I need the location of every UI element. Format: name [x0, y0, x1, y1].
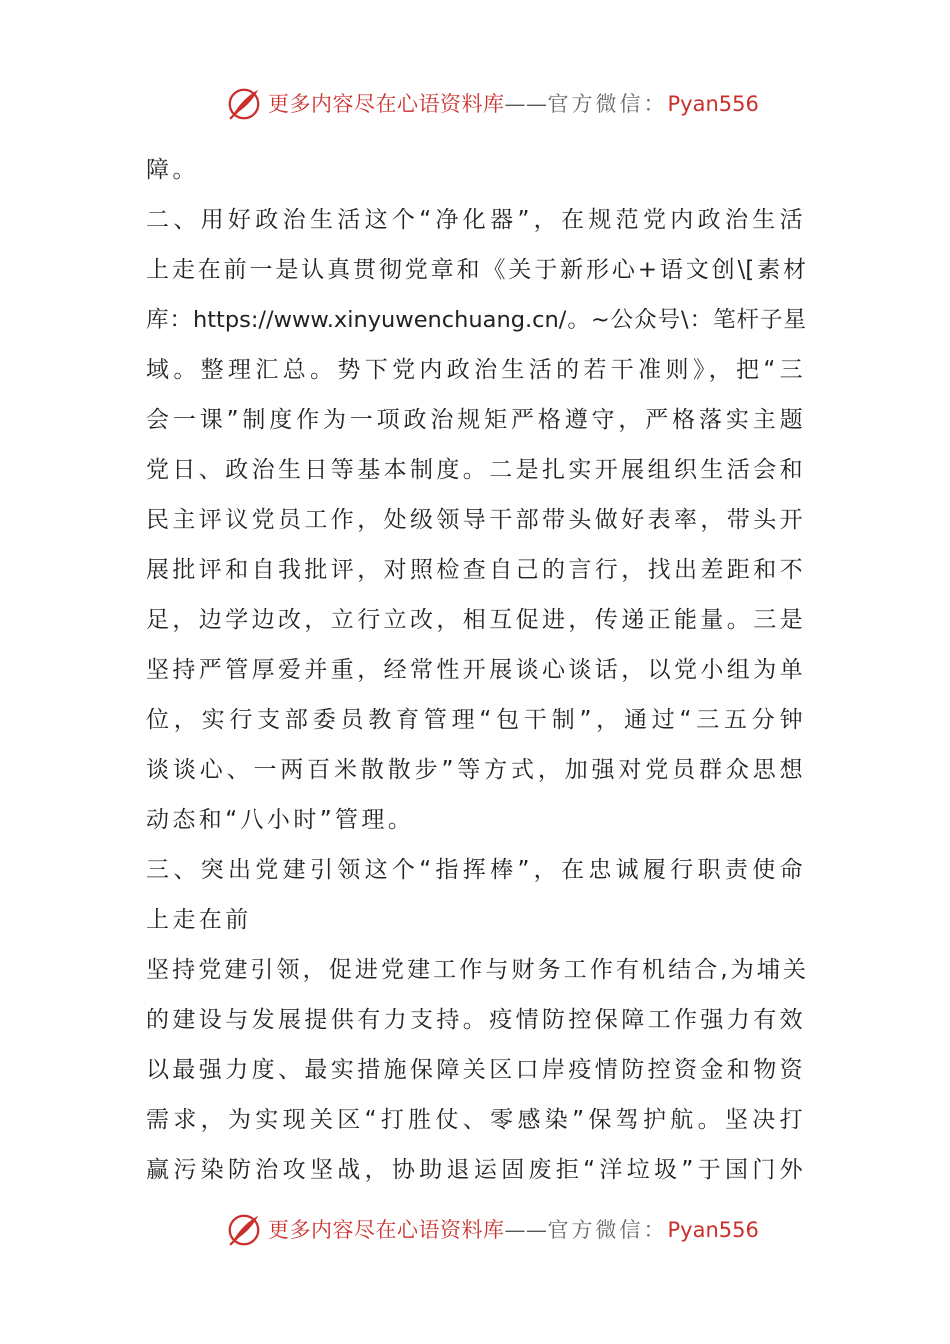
- text-line: 上走在前一是认真贯彻党章和《关于新形心+语文创\[素材: [146, 257, 806, 283]
- text-line: 三、突出党建引领这个“指挥棒”，在忠诚履行职责使命: [146, 857, 806, 883]
- watermark-text: [268, 89, 759, 119]
- text-line: 党日、政治生日等基本制度。二是扎实开展组织生活会和: [146, 457, 806, 483]
- watermark-dash: ——: [504, 1218, 548, 1242]
- text-line: 坚持党建引领，促进党建工作与财务工作有机结合,为埔关: [146, 957, 806, 983]
- watermark-text: [268, 1215, 759, 1245]
- text-line: 赢污染防治攻坚战，协助退运固废拒“洋垃圾”于国门外: [146, 1157, 806, 1183]
- watermark-header: [0, 82, 950, 126]
- text-line: 库：https://www.xinyuwenchuang.cn/。~公众号\：笔杆子星: [146, 307, 806, 333]
- watermark-dash: ——: [504, 92, 548, 116]
- text-line: 上走在前: [146, 907, 252, 933]
- text-line: 以最强力度、最实措施保障关区口岸疫情防控资金和物资: [146, 1057, 806, 1083]
- text-line: 障。: [146, 157, 199, 183]
- text-line: 坚持严管厚爱并重，经常性开展谈心谈话，以党小组为单: [146, 657, 806, 683]
- text-line: 动态和“八小时”管理。: [146, 807, 415, 833]
- text-line: 需求，为实现关区“打胜仗、零感染”保驾护航。坚决打: [146, 1107, 806, 1133]
- watermark-wechat-id: Pyan556: [667, 1218, 759, 1242]
- text-line: 展批评和自我批评，对照检查自己的言行，找出差距和不: [146, 557, 806, 583]
- quill-logo-icon: [225, 1211, 263, 1249]
- watermark-wechat-label: 官方微信：: [547, 92, 668, 116]
- watermark-footer: [0, 1208, 950, 1252]
- watermark-wechat-label: 官方微信：: [547, 1218, 668, 1242]
- text-line: 二、用好政治生活这个“净化器”，在规范党内政治生活: [146, 207, 806, 233]
- document-body: [146, 150, 806, 1200]
- watermark-wechat-id: Pyan556: [667, 92, 759, 116]
- quill-logo-icon: [225, 85, 263, 123]
- watermark-site: 更多内容尽在心语资料库: [268, 1218, 505, 1242]
- text-line: 足，边学边改，立行立改，相互促进，传递正能量。三是: [146, 607, 806, 633]
- text-line: 民主评议党员工作，处级领导干部带头做好表率，带头开: [146, 507, 806, 533]
- text-line: 域。整理汇总。势下党内政治生活的若干准则》，把“三: [146, 357, 806, 383]
- text-line: 会一课”制度作为一项政治规矩严格遵守，严格落实主题: [146, 407, 806, 433]
- text-line: 的建设与发展提供有力支持。疫情防控保障工作强力有效: [146, 1007, 806, 1033]
- text-line: 位，实行支部委员教育管理“包干制”，通过“三五分钟: [146, 707, 806, 733]
- watermark-site: 更多内容尽在心语资料库: [268, 92, 505, 116]
- text-line: 谈谈心、一两百米散散步”等方式，加强对党员群众思想: [146, 757, 806, 783]
